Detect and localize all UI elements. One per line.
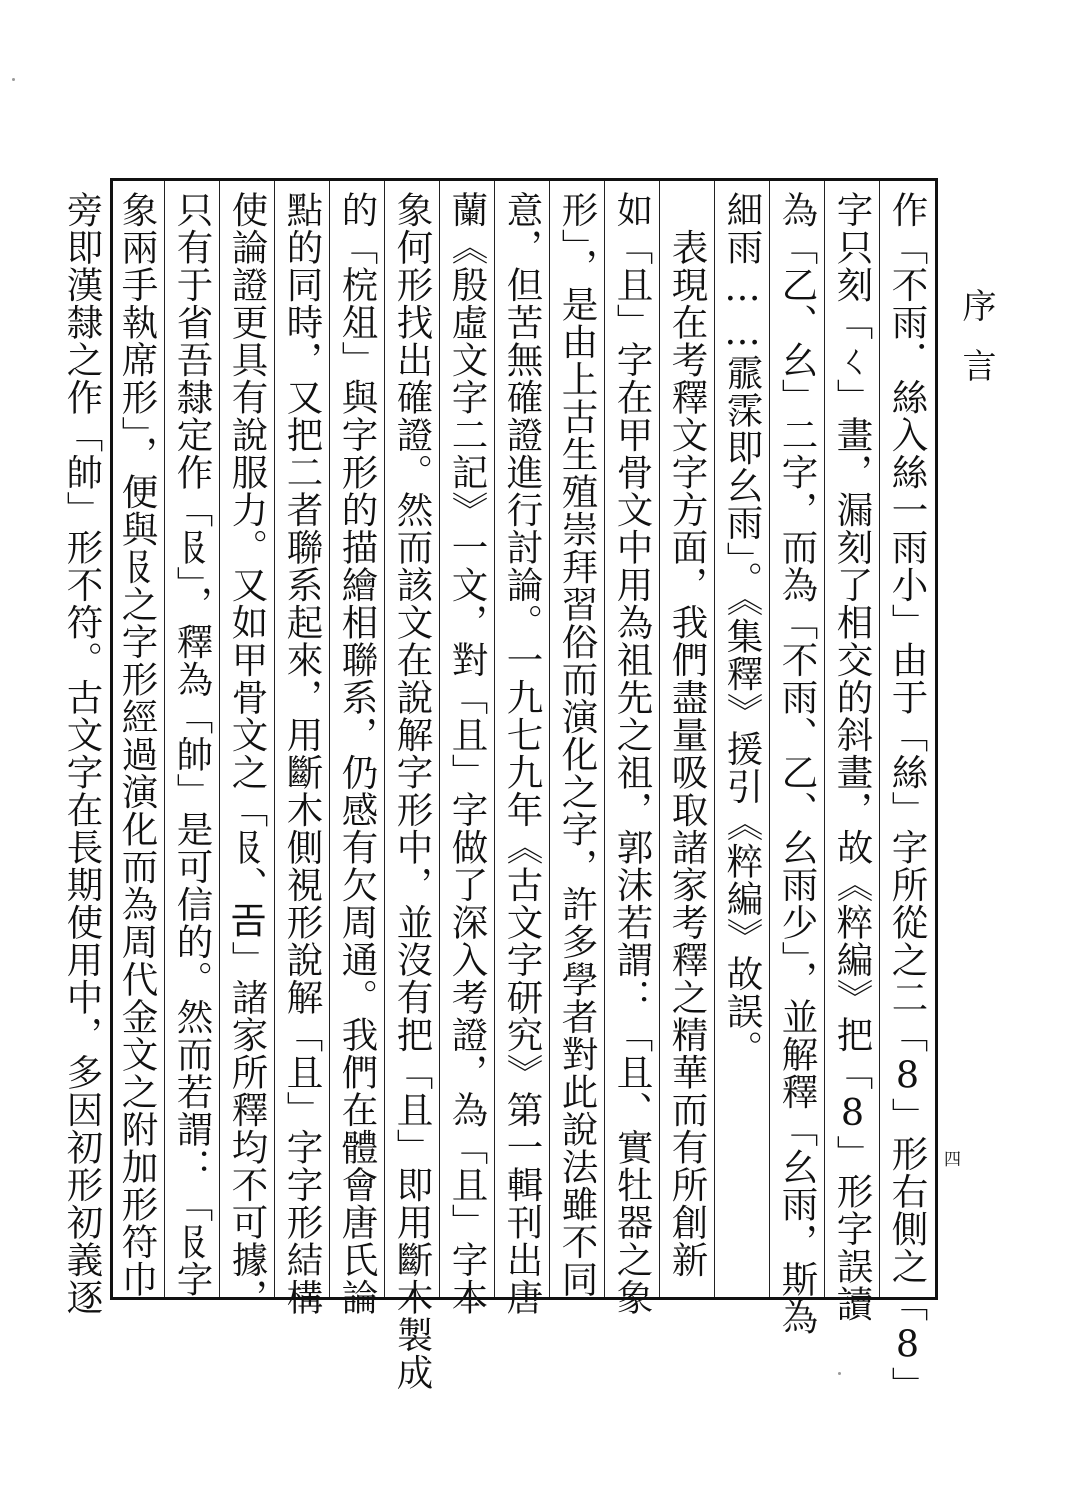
text-frame [61,178,938,1404]
text-column: 使論證更具有說服力。又如甲骨文之「𠬝、𢀛」諸家所釋均不可據， [226,191,269,1316]
text-column: 字只刻「ㄑ」畫，漏刻了相交的斜畫，故《粹編》把「8」形字誤讀 [831,191,874,1323]
text-column: 作「不雨．絲入絲一雨小」由于「絲」字所從之二「8」形右側之「8」 [886,191,929,1404]
text-column: 旁即漢隸之作「帥」形不符。古文字在長期使用中，多因初形初義逐 [61,191,104,1316]
column-rule [494,181,495,1297]
column-rule [714,181,715,1297]
text-column: 的「梡俎」與字形的描繪相聯系，仍感有欠周通。我們在體會唐氏論 [336,191,379,1316]
column-rule [329,181,330,1297]
column-rule [274,181,275,1297]
column-rule [604,181,605,1297]
column-rule [879,181,880,1297]
column-rule [549,181,550,1297]
scan-speck [838,1372,841,1375]
text-column: 細雨……霢霂即幺雨」。《集釋》援引《粹編》故誤。 [721,191,764,1068]
text-column: 點的同時，又把二者聯系起來，用斷木側視形說解「且」字字形結構 [281,191,324,1316]
text-column: 為「乙、幺」二字，而為「不雨、乙、幺雨少」，並解釋「幺雨，斯為 [776,191,819,1336]
column-rule [219,181,220,1297]
column-rule [659,181,660,1297]
page-number: 四 [944,1150,961,1170]
text-column: 如「且」字在甲骨文中用為祖先之祖，郭沫若謂：「且、實牡器之象 [611,191,654,1316]
text-column: 意，但苦無確證進行討論。一九七九年《古文字研究》第一輯刊出唐 [501,191,544,1316]
column-rule [164,181,165,1297]
text-column: 表現在考釋文字方面，我們盡量吸取諸家考釋之精華而有所創新 [666,191,709,1279]
text-column: 蘭《殷虛文字二記》一文，對「且」字做了深入考證，為「且」字本 [446,191,489,1316]
column-rule [824,181,825,1297]
text-column: 形」，是由上古生殖崇拜習俗而演化之字，許多學者對此說法雖不同 [556,191,599,1298]
column-rule [769,181,770,1297]
column-rule [439,181,440,1297]
section-title: 序言 [956,288,996,408]
column-rule [384,181,385,1297]
text-column: 象兩手執席形」，便與𠬝之字形經過演化而為周代金文之附加形符巾 [116,191,159,1298]
scan-speck [12,78,15,81]
text-column: 只有于省吾隸定作「𠬝」，釋為「帥」是可信的。然而若謂：「𠬝字 [171,191,214,1298]
text-column: 象何形找出確證。然而該文在說解字形中，並沒有把「且」即用斷木製成 [391,191,434,1391]
